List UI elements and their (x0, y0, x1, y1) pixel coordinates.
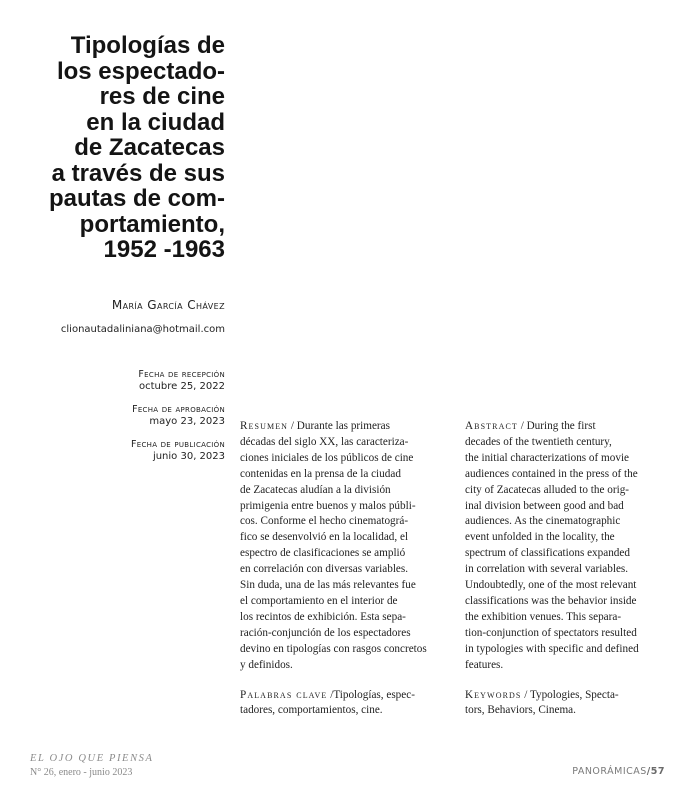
text-content: spectrum of classifications expanded (465, 547, 630, 560)
text-content: Durante las primeras (296, 420, 390, 432)
heading-separator: / (327, 688, 334, 701)
date-label: Fecha de recepción (138, 369, 225, 380)
section-heading: Palabras clave (240, 688, 328, 701)
section-heading: Abstract (465, 420, 518, 432)
text-line (240, 578, 455, 594)
date-value: mayo 23, 2023 (149, 416, 225, 427)
heading-separator: / (521, 688, 530, 701)
text-line (465, 578, 670, 594)
text-line (240, 435, 455, 451)
text-line (465, 419, 670, 435)
text-content: the exhibition venues. This separa- (465, 610, 622, 623)
text-content: espectro de clasificaciones se amplió (240, 547, 406, 560)
heading-separator: / (288, 420, 297, 432)
text-content: the initial characterizations of movie (465, 451, 630, 464)
section-name: PANORÁMICAS (572, 766, 647, 777)
heading-separator: / (517, 420, 527, 432)
text-line (465, 626, 670, 642)
resumen-column (240, 419, 455, 719)
text-content: tors, Behaviors, Cinema. (465, 704, 576, 717)
footer-journal-info (30, 752, 154, 780)
text-content: los recintos de exhibición. Esta sepa- (240, 610, 406, 623)
date-label: Fecha de publicación (130, 439, 225, 450)
text-content: in correlation with several variables. (465, 563, 629, 576)
text-content: décadas del siglo XX, las caracteriza- (240, 435, 409, 448)
text-line (240, 514, 455, 530)
text-line (465, 467, 670, 483)
text-line (465, 499, 670, 515)
text-content: en correlación con diversas variables. (240, 563, 409, 576)
palabras-clave-section (240, 688, 455, 720)
text-content: ración-conjunción de los espectadores (240, 626, 411, 639)
date-entry (60, 369, 225, 393)
text-line (240, 451, 455, 467)
text-line (240, 594, 455, 610)
text-line (465, 642, 670, 658)
page-number: /57 (646, 766, 665, 777)
text-line (465, 594, 670, 610)
text-line (465, 688, 670, 704)
resumen-section (240, 419, 455, 674)
date-entry (60, 439, 225, 463)
text-content: Typologies, Specta- (529, 688, 619, 701)
text-line (240, 483, 455, 499)
text-line (240, 688, 455, 704)
text-line (240, 642, 455, 658)
dates-block (60, 369, 225, 474)
title-line: res de cine (99, 83, 225, 110)
text-content: city of Zacatecas alluded to the orig- (465, 483, 630, 496)
date-label: Fecha de aprobación (132, 404, 225, 415)
text-content: During the first (526, 420, 596, 432)
text-line (465, 703, 670, 719)
text-content: inal division between good and bad (465, 499, 624, 512)
text-line (465, 530, 670, 546)
text-content: in typologies with specific and defined (465, 642, 639, 655)
text-line (240, 546, 455, 562)
journal-issue: N° 26, enero - junio 2023 (30, 767, 133, 778)
journal-name: EL OJO QUE PIENSA (30, 753, 154, 764)
text-content: Undoubtedly, one of the most relevant (465, 579, 637, 592)
text-content: ciones iniciales de los públicos de cine (240, 451, 414, 464)
title-line: a través de sus (51, 159, 225, 187)
text-line (240, 499, 455, 515)
text-line (465, 451, 670, 467)
section-heading: Keywords (465, 688, 522, 701)
text-line (240, 419, 455, 435)
abstract-column (465, 419, 670, 719)
title-line: portamiento, (79, 210, 225, 238)
title-line: los espectado- (56, 57, 225, 85)
text-content: contenidas en la prensa de la ciudad (240, 467, 401, 480)
text-content: features. (465, 658, 504, 671)
article-title (20, 33, 225, 263)
title-line: en la ciudad (86, 108, 225, 136)
text-line (465, 562, 670, 578)
text-content: el comportamiento en el interior de (240, 594, 398, 607)
text-line (465, 514, 670, 530)
text-content: cos. Conforme el hecho cinematográ- (240, 515, 409, 528)
text-content: Sin duda, una de las más relevantes fue (240, 579, 416, 592)
text-line (240, 658, 455, 674)
text-content: Tipologías, espec- (333, 688, 415, 701)
text-content: tion-conjunction of spectators resulted (465, 626, 637, 639)
text-line (240, 610, 455, 626)
text-content: audiences. As the cinematographic (465, 515, 621, 528)
footer-page-info (572, 766, 665, 777)
date-value: octubre 25, 2022 (139, 381, 225, 392)
text-content: primigenia entre buenos y malos públi- (240, 499, 416, 512)
abstract-section (465, 419, 670, 674)
title-line: 1952 -1963 (103, 236, 225, 263)
text-line (240, 530, 455, 546)
text-content: event unfolded in the locality, the (465, 531, 615, 544)
text-line (465, 483, 670, 499)
author-name: María García Chávez (111, 298, 225, 312)
text-line (240, 703, 455, 719)
text-content: decades of the twentieth century, (465, 435, 612, 448)
text-line (240, 467, 455, 483)
keywords-section (465, 688, 670, 720)
text-line (240, 562, 455, 578)
date-entry (60, 404, 225, 428)
text-content: de Zacatecas aludían a la división (240, 483, 391, 496)
text-content: devino en tipologías con rasgos concretos (240, 642, 427, 655)
text-line (465, 546, 670, 562)
text-content: audiences contained in the press of the (465, 467, 638, 480)
date-value: junio 30, 2023 (152, 451, 225, 462)
section-heading: Resumen (240, 420, 289, 432)
text-line (240, 626, 455, 642)
title-line: Tipologías de (70, 32, 225, 59)
title-line: pautas de com- (48, 185, 225, 212)
text-content: classifications was the behavior inside (465, 594, 637, 607)
text-line (465, 435, 670, 451)
text-content: y definidos. (240, 658, 293, 671)
text-line (465, 610, 670, 626)
author-email[interactable]: clionautadaliniana@hotmail.com (60, 324, 225, 335)
title-line: de Zacatecas (74, 134, 225, 161)
text-content: tadores, comportamientos, cine. (240, 704, 383, 717)
text-line (465, 658, 670, 674)
text-content: fico se desenvolvió en la localidad, el (240, 531, 409, 544)
